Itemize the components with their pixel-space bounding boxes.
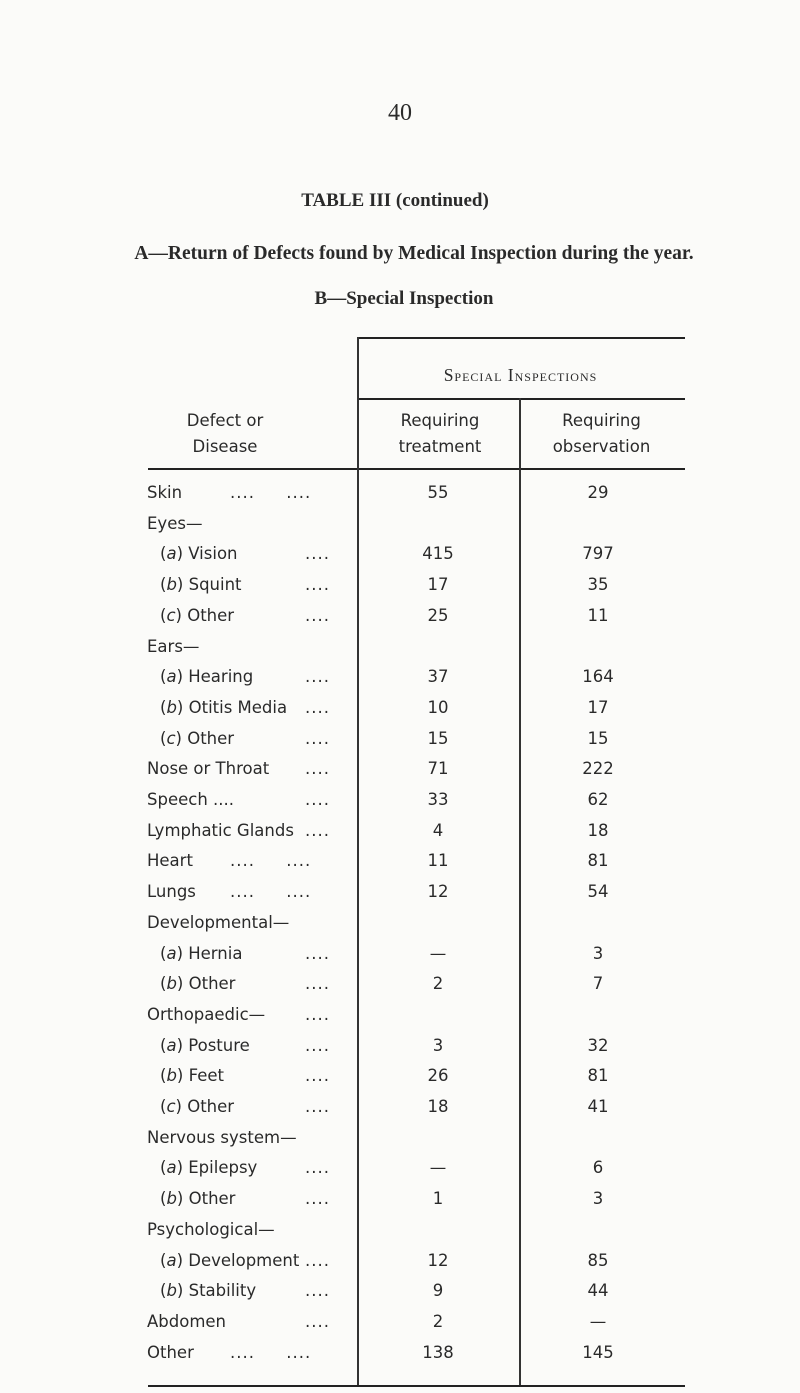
table-row — [0, 1189, 800, 1219]
treatment-value: 138 — [422, 1342, 454, 1362]
observation-value: 7 — [592, 974, 604, 994]
row-prefix: a — [166, 544, 177, 564]
row-label-text: Epilepsy — [188, 1158, 258, 1178]
table-row — [0, 514, 800, 544]
row-label — [147, 1220, 275, 1239]
treatment-value: 26 — [427, 1066, 449, 1086]
observation-value: 145 — [582, 1342, 614, 1362]
row-label — [147, 851, 193, 870]
defect-column-header — [150, 408, 300, 460]
observation-value: 3 — [592, 1189, 604, 1209]
row-label-text: Other — [188, 1189, 236, 1209]
leader-dots: .... — [305, 1250, 330, 1270]
treatment-value: 71 — [427, 759, 449, 779]
table-row — [0, 1036, 800, 1066]
row-label: (b) Otitis Media — [160, 697, 288, 717]
row-label: (c) Other — [160, 1097, 235, 1116]
row-label-text: Ears— — [147, 636, 200, 656]
table-row — [0, 606, 800, 636]
row-label-text: Nose or Throat — [147, 759, 270, 779]
row-prefix: a — [166, 667, 177, 687]
row-prefix: b — [166, 1189, 177, 1209]
row-label-text: Other — [188, 974, 236, 994]
row-label — [147, 790, 234, 809]
observation-value: 54 — [587, 882, 609, 902]
row-label-text: Lymphatic Glands — [147, 820, 294, 840]
row-label: (b) Feet — [160, 1066, 224, 1086]
observation-value: 41 — [587, 1097, 609, 1116]
row-label: (a) Hernia — [160, 943, 243, 963]
observation-value: 222 — [582, 759, 614, 779]
row-label-text: Orthopaedic— — [147, 1004, 266, 1024]
row-label: (b) Squint — [160, 575, 242, 595]
table-bottom-rule — [148, 1385, 685, 1387]
table-row — [0, 1220, 800, 1250]
observation-value: 32 — [587, 1035, 609, 1055]
row-label — [147, 483, 182, 502]
treatment-value: 18 — [427, 1097, 449, 1116]
table-row — [0, 1312, 800, 1342]
defect-header-line2: Disease — [192, 437, 258, 456]
table-row — [0, 882, 800, 912]
treatment-value: 55 — [427, 483, 449, 502]
table-row — [0, 1251, 800, 1281]
table-row — [0, 1343, 800, 1373]
leader-dots: .... — [305, 575, 330, 595]
row-label-text: Lungs — [147, 882, 196, 902]
table-row — [0, 1128, 800, 1158]
leader-dots: .... — [305, 605, 330, 625]
row-label-text: Other — [187, 605, 235, 625]
observation-value: 35 — [587, 575, 609, 595]
row-prefix: a — [166, 1035, 177, 1055]
row-label-text: Other — [187, 1097, 235, 1116]
treatment-value: 17 — [427, 575, 449, 595]
table-row — [0, 483, 800, 513]
observation-header-line1: Requiring — [562, 411, 641, 430]
leader-dots: .... — [305, 1066, 330, 1086]
row-prefix: b — [166, 1066, 177, 1086]
row-prefix: b — [166, 575, 177, 595]
row-label-text: Development — [188, 1250, 300, 1270]
row-label: (b) Other — [160, 1189, 236, 1209]
row-prefix: c — [166, 1097, 176, 1116]
row-label-text: Developmental— — [147, 912, 290, 932]
row-label-text: Posture — [188, 1035, 250, 1055]
row-prefix: c — [166, 605, 176, 625]
treatment-value: 2 — [432, 1311, 444, 1331]
observation-value: 17 — [587, 697, 609, 717]
row-label: (a) Epilepsy — [160, 1158, 258, 1178]
treatment-value: 11 — [427, 851, 449, 871]
leader-dots: .... — [305, 1158, 330, 1178]
row-prefix: a — [166, 1250, 177, 1270]
leader-dots: .... — [305, 728, 330, 748]
observation-value: 18 — [587, 820, 609, 840]
table-row — [0, 1158, 800, 1188]
treatment-value: 33 — [427, 790, 449, 809]
observation-value: 81 — [587, 851, 609, 871]
leader-dots: .... — [305, 1004, 330, 1024]
row-label-text: Speech .... — [147, 790, 235, 809]
row-label-text: Abdomen — [147, 1311, 227, 1331]
leader-dots: .... — [305, 1035, 330, 1055]
leader-dots: .... — [305, 1281, 330, 1301]
row-label: (b) Stability — [160, 1281, 257, 1301]
treatment-value: 415 — [422, 544, 454, 564]
row-label: (c) Other — [160, 605, 235, 625]
leader-dots: .... .... — [230, 882, 312, 902]
observation-value: 797 — [582, 544, 614, 564]
table-row — [0, 759, 800, 789]
table-row — [0, 667, 800, 697]
treatment-header-line1: Requiring — [400, 411, 480, 430]
row-label-text: Vision — [188, 544, 238, 564]
observation-value: 11 — [587, 605, 609, 625]
treatment-value: 2 — [432, 974, 444, 994]
row-label — [147, 1005, 265, 1024]
table-row — [0, 851, 800, 881]
treatment-value: 10 — [427, 697, 449, 717]
leader-dots: .... — [305, 759, 330, 779]
row-label: (c) Other — [160, 728, 235, 748]
table-row — [0, 974, 800, 1004]
leader-dots: .... — [305, 974, 330, 994]
row-label: (a) Vision — [160, 544, 238, 564]
row-label-text: Hearing — [188, 667, 254, 687]
treatment-value: 25 — [427, 605, 449, 625]
observation-column-header — [520, 408, 683, 460]
observation-value: 81 — [587, 1066, 609, 1086]
observation-value: 15 — [587, 728, 609, 748]
defect-header-line1: Defect or — [186, 411, 264, 430]
treatment-value: — — [429, 1158, 447, 1178]
treatment-value: 1 — [432, 1189, 444, 1209]
table-title: TABLE III (continued) — [301, 190, 489, 211]
observation-value: 3 — [592, 943, 604, 963]
treatment-value: 12 — [427, 1250, 449, 1270]
leader-dots: .... .... — [230, 1342, 312, 1362]
row-label-text: Hernia — [188, 943, 243, 963]
leader-dots: .... — [305, 1189, 330, 1209]
table-top-rule — [358, 337, 685, 339]
row-label — [147, 1343, 194, 1362]
leader-dots: .... .... — [230, 483, 312, 502]
row-label-text: Psychological— — [147, 1219, 275, 1239]
leader-dots: .... — [305, 697, 330, 717]
row-label: (a) Posture — [160, 1035, 250, 1055]
table-row — [0, 1097, 800, 1127]
table-row — [0, 698, 800, 728]
table-row — [0, 944, 800, 974]
leader-dots: .... — [305, 544, 330, 564]
table-row — [0, 1066, 800, 1096]
row-prefix: a — [166, 1158, 177, 1178]
treatment-header-line2: treatment — [398, 437, 482, 456]
row-label-text: Other — [187, 728, 235, 748]
row-label — [147, 514, 202, 533]
row-prefix: b — [166, 974, 177, 994]
table-row — [0, 544, 800, 574]
leader-dots: .... — [305, 1097, 330, 1116]
table-row — [0, 637, 800, 667]
table-row — [0, 913, 800, 943]
observation-value: 85 — [587, 1250, 609, 1270]
group-header-rule — [358, 398, 685, 400]
page-number: 40 — [388, 100, 412, 126]
row-label-text: Otitis Media — [188, 697, 288, 717]
header-bottom-rule — [148, 468, 685, 470]
treatment-value: — — [429, 943, 447, 963]
row-label-text: Skin — [147, 483, 183, 502]
row-label: (a) Hearing — [160, 667, 254, 687]
row-label — [147, 1312, 226, 1331]
leader-dots: .... — [305, 1311, 330, 1331]
observation-value: 44 — [587, 1281, 609, 1301]
observation-value: 164 — [582, 667, 614, 687]
treatment-value: 15 — [427, 728, 449, 748]
observation-value: — — [589, 1311, 607, 1331]
observation-value: 6 — [592, 1158, 604, 1178]
row-label: (a) Development — [160, 1250, 300, 1270]
row-label — [147, 913, 289, 932]
row-label — [147, 821, 294, 840]
row-prefix: c — [166, 728, 176, 748]
leader-dots: .... .... — [230, 851, 312, 871]
row-label-text: Feet — [188, 1066, 224, 1086]
table-subtitle: A—Return of Defects found by Medical Inspection during the year. — [134, 243, 694, 264]
special-inspections-header: Special Inspections — [443, 365, 598, 385]
leader-dots: .... — [305, 820, 330, 840]
leader-dots: .... — [305, 667, 330, 687]
row-label — [147, 759, 269, 778]
row-label — [147, 1128, 297, 1147]
table-row — [0, 1281, 800, 1311]
row-label: (b) Other — [160, 974, 236, 994]
leader-dots: .... — [305, 943, 330, 963]
row-prefix: b — [166, 1281, 177, 1301]
row-prefix: b — [166, 697, 177, 717]
table-row — [0, 790, 800, 820]
treatment-column-header — [360, 408, 520, 460]
row-label — [147, 637, 199, 656]
row-label-text: Other — [147, 1342, 194, 1362]
observation-value: 29 — [587, 483, 609, 502]
observation-value: 62 — [587, 790, 609, 809]
treatment-value: 4 — [432, 820, 444, 840]
leader-dots: .... — [305, 790, 330, 809]
section-heading: B—Special Inspection — [314, 288, 494, 309]
treatment-value: 12 — [427, 882, 449, 902]
table-row — [0, 821, 800, 851]
row-label-text: Nervous system— — [147, 1127, 297, 1147]
treatment-value: 3 — [432, 1035, 444, 1055]
treatment-value: 9 — [432, 1281, 444, 1301]
row-label-text: Eyes— — [147, 513, 203, 533]
row-label-text: Squint — [188, 575, 242, 595]
observation-header-line2: observation — [552, 437, 651, 456]
table-row — [0, 575, 800, 605]
table-row — [0, 1005, 800, 1035]
row-label-text: Stability — [188, 1281, 257, 1301]
row-label — [147, 882, 196, 901]
row-prefix: a — [166, 943, 177, 963]
row-label-text: Heart — [147, 851, 193, 871]
treatment-value: 37 — [427, 667, 449, 687]
table-row — [0, 729, 800, 759]
